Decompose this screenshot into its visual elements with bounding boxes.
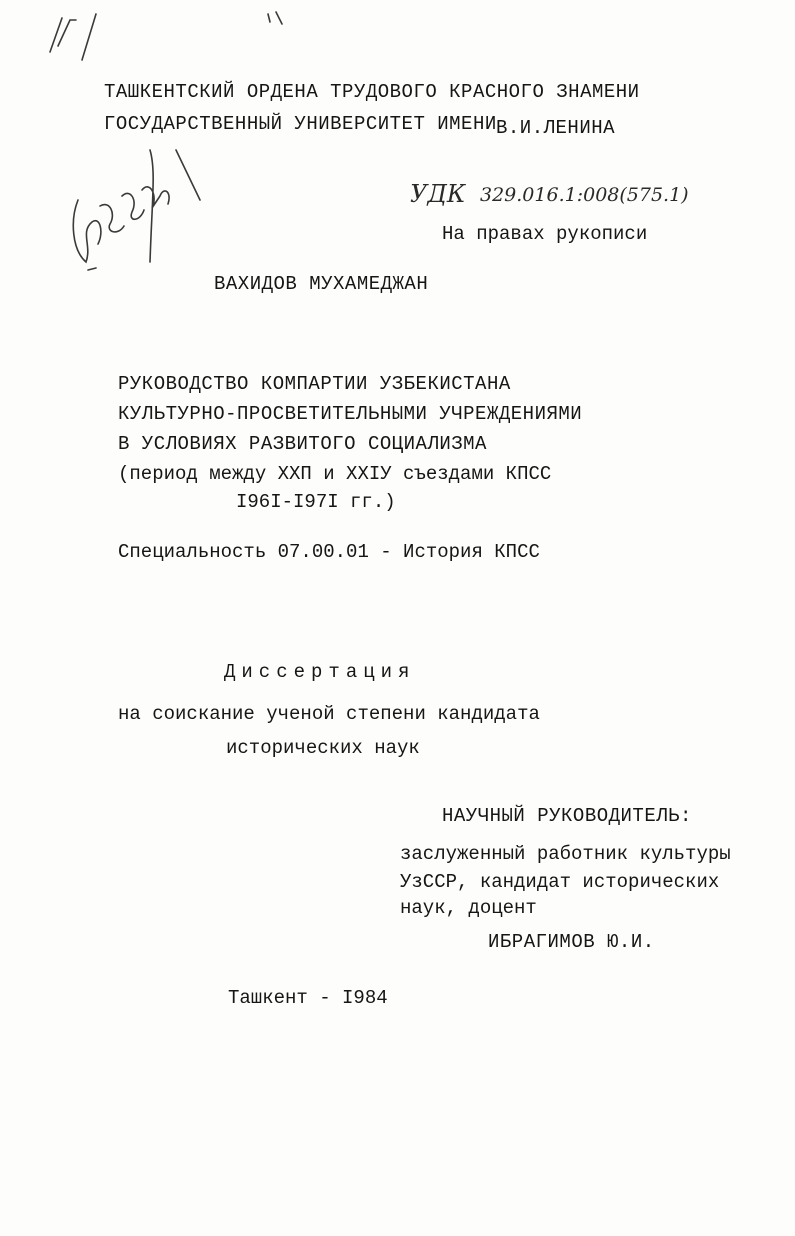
field-line: исторических наук [226, 737, 420, 759]
top-mark [268, 12, 282, 24]
signature-scribble [73, 150, 200, 262]
supervisor-name: ИБРАГИМОВ Ю.И. [488, 931, 655, 953]
udk-label: УДК [410, 180, 466, 208]
corner-mark-2 [58, 20, 76, 46]
university-name: В.И.ЛЕНИНА [496, 117, 616, 139]
manuscript-rights-note: На правах рукописи [442, 223, 648, 245]
specialty-line: Специальность 07.00.01 - История КПСС [118, 541, 540, 563]
supervisor-title-1: заслуженный работник культуры [400, 843, 731, 865]
title-line-3: В УСЛОВИЯХ РАЗВИТОГО СОЦИАЛИЗМА [118, 433, 487, 455]
place-and-year: Ташкент - I984 [228, 987, 388, 1009]
title-line-2: КУЛЬТУРНО-ПРОСВЕТИТЕЛЬНЫМИ УЧРЕЖДЕНИЯМИ [118, 403, 583, 425]
title-line-4: (период между ХХП и ХХIУ съездами КПСС [118, 463, 552, 485]
author-name: ВАХИДОВ МУХАМЕДЖАН [214, 273, 429, 295]
university-line-1: ТАШКЕНТСКИЙ ОРДЕНА ТРУДОВОГО КРАСНОГО ЗНАМЕНИ [104, 81, 640, 103]
supervisor-title-3: наук, доцент [400, 897, 537, 919]
corner-mark-3 [82, 14, 96, 60]
dissertation-heading: Диссертация [224, 661, 416, 683]
degree-line: на соискание ученой степени кандидата [118, 703, 540, 725]
university-line-2: ГОСУДАРСТВЕННЫЙ УНИВЕРСИТЕТ ИМЕНИ [104, 113, 497, 135]
supervisor-title-2: УзССР, кандидат исторических [400, 871, 720, 893]
udk-code: 329.016.1:008(575.1) [480, 184, 689, 206]
title-line-1: РУКОВОДСТВО КОМПАРТИИ УЗБЕКИСТАНА [118, 373, 511, 395]
supervisor-heading: НАУЧНЫЙ РУКОВОДИТЕЛЬ: [442, 805, 692, 827]
signature-dot [88, 268, 96, 270]
corner-mark-1 [50, 18, 62, 52]
title-line-5: I96I-I97I гг.) [236, 491, 396, 513]
